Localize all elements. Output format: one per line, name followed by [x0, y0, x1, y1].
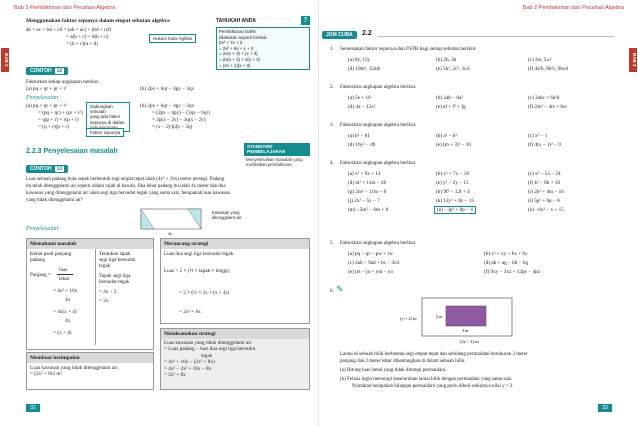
q2-item: (b) 2ab − 8a²: [436, 95, 463, 101]
room-side: (y + 2) m: [400, 316, 417, 321]
memahami-line: Panjang =: [30, 272, 51, 278]
header-left: Bab 2 Pemfaktoran dan Pecahan Algebra: [14, 5, 116, 11]
q3-item: (a) b² − 81: [348, 133, 370, 139]
q6-part-a: (a) Hitung luas lantai yang tidak ditutupi permaidani.: [340, 368, 447, 373]
q4-text: Faktorkan ungkapan algebra berikut.: [340, 160, 417, 166]
merancang-title: Merancang strategi: [161, 239, 309, 249]
tahukah-line: = 2x(x + 3) + (x + 3): [219, 51, 258, 57]
q2-item: (e) ef + f² + fg: [436, 104, 466, 110]
memahami-line: = 4x² + 16x: [53, 288, 78, 294]
tahukah-line: Pemfaktoran boleh: [219, 29, 256, 34]
sol-b-line: = (2px − 4py) − (3qx − 6qr): [152, 110, 210, 116]
memahami-title: Memahami masalah: [27, 239, 153, 249]
penyelesaian-2-label: Penyelesaian:: [26, 226, 60, 232]
merancang-line: Luas = 2 × (½ × tapak × tinggi): [164, 268, 230, 274]
q3-item: (c) x² − 1: [528, 133, 548, 139]
q4-item: (j) 2x² − 5x − 7: [348, 198, 380, 204]
q2-item: (f) 24r² − 4rs + 6rs: [528, 104, 567, 110]
q5-item: (d) ab + ag − bh − hg: [484, 260, 529, 266]
merancang-panel: [160, 238, 310, 324]
problem-line: yang tidak ditenggelami air?: [26, 198, 84, 203]
tahukah-line: = 2x² + 6x + x + 3: [219, 45, 254, 51]
problem-line: itu telah ditenggelami air seperti dalam rajah di bawah. Jika lebar padang itu ialah 4x meter dan dua: [26, 184, 226, 189]
q1-item: (a) 8y, 12y: [348, 57, 371, 63]
memahami-right: bersudut tegak: [99, 279, 130, 285]
page-number-left: 32: [26, 404, 40, 412]
problem-line: kawasan yang ditenggelami air ialah segi tiga bersudut tegak yang sama saiz, berapakah luas kawasan: [26, 191, 230, 196]
q4-item: (f) k² − 8k + 16: [528, 180, 561, 186]
membuat-title: Membuat kesimpulan: [27, 353, 153, 363]
q6-line: panjang dan 2 meter lebar dibentangkan di dalam sebuah bilik.: [340, 359, 466, 364]
melaksanakan-line: = 4x² + 16x − (2x² + 8x): [164, 359, 215, 366]
memahami-right: segi tiga bersudut: [99, 257, 136, 263]
membuat-line: = (2x² + 8x) m²: [30, 371, 63, 378]
memahami-line: 4x: [65, 318, 71, 324]
q4-item: (g) 2m² − 11m − 6: [348, 189, 387, 195]
memahami-right: tegak: [99, 263, 111, 269]
memahami-right: Tapak segi tiga: [99, 273, 131, 279]
q1-item: (e) 5h², 2c², 3cd: [436, 66, 469, 72]
tahukah-line: = (2x + 1)(x + 3): [219, 62, 251, 68]
contoh-12-badge: CONTOH 12: [26, 67, 68, 75]
melaksanakan-line: = 4x² − 2x² + 16x − 8x: [164, 365, 212, 372]
q3-item: (d) 16y² − 49: [348, 142, 376, 148]
q4-item: (i) 2n² + 4m − 16: [528, 189, 564, 195]
room-bottom: (2y − 1) m: [460, 339, 479, 344]
header-right: Bab 2 Pemfaktoran dan Pecahan Algebra: [522, 5, 624, 11]
q3-num: 3.: [330, 122, 334, 128]
melaksanakan-line: = 2x² + 8x: [164, 372, 186, 379]
question-a: (a) pq + qr + pr + r²: [26, 86, 67, 92]
q2-text: Faktorkan ungkapan algebra berikut.: [340, 84, 417, 90]
page-gutter: [318, 0, 319, 426]
q4-item: (l) 5p² + 6p − 8: [528, 198, 560, 204]
q1-item: (b) 2h, 3h: [436, 57, 457, 63]
q4-item: (a) x² + 9x + 14: [348, 171, 381, 177]
q4-item: (b) x² + 7x − 18: [436, 171, 469, 177]
melaksanakan-title: Melaksanakan strategi: [161, 329, 309, 339]
contoh-13-badge: CONTOH 13: [26, 165, 68, 173]
q4-item: (o) −6x² − x + 15: [528, 207, 564, 213]
problem-line: Luas sebuah padang bola sepak berbentuk segi empat tepat ialah (4x² + 16x) meter persegi. Padang: [26, 177, 225, 182]
q2-num: 2.: [330, 84, 334, 90]
membuat-panel: [26, 352, 154, 390]
page-number-right: 33: [598, 404, 612, 412]
memahami-line: = (x + 4): [53, 330, 72, 336]
memahami-line: = 4x(x + 4): [53, 309, 77, 315]
q4-num: 4.: [330, 160, 334, 166]
q1-text: Semenakan faktor sepunya dan FSTB bagi setiap sebutan berikut.: [340, 46, 477, 52]
tahukah-line: 2x² + 7x + 3: [219, 40, 243, 46]
memahami-right: = 4x ÷ 2: [99, 289, 117, 295]
q3-item: (f) 4(x − 1)² − 9: [528, 142, 561, 148]
memahami-right: = 2x: [99, 298, 109, 304]
q4-item: (k) 12y² + 8y − 15: [436, 198, 475, 204]
q3-text: Faktorkan ungkapan algebra berikut.: [340, 122, 417, 128]
q1-item: (f) 4a²b, 8b²c, 6bcd: [528, 66, 568, 72]
hukum-callout: Hukum Kalis Agihan: [149, 34, 196, 43]
q4-item: (h) 9f² − 12f + 4: [436, 189, 470, 195]
q5-item: (c) 3ab − 9ad + bc − 3cd: [348, 260, 399, 266]
room-figure: [400, 296, 520, 346]
q5-item: (b) x² + xy + 6x + 6y: [484, 251, 528, 257]
thinking-icon: ✎: [336, 284, 344, 294]
sol-a-line: = (pq + qr) + (pr + r²): [38, 110, 83, 116]
tahukah-box: [216, 18, 310, 70]
chapter-tab-right: BAB 2: [629, 48, 637, 72]
memahami-line: 4x: [65, 297, 71, 303]
q5-text: Faktorkan ungkapan algebra berikut.: [340, 240, 417, 246]
example-line-2: = a(b + c) + d(b + c): [66, 34, 109, 40]
standard-box: STANDARD PEMBELAJARAN Menyelesaikan masalah yang melibatkan pemfaktoran.: [244, 143, 310, 168]
q6-line: Lantai di sebuah bilik berbentuk segi empat tepat dan sebidang permaidani berukuran 3 meter: [340, 352, 528, 357]
question-icon: ?: [301, 16, 310, 25]
memahami-line: lebar: [59, 276, 70, 282]
membuat-line: Luas kawasan yang tidak ditenggelami air: [30, 365, 118, 371]
q5-num: 5.: [330, 240, 334, 246]
gabungkan-callout: Gabungkan sebutan yang ada faktor sepunya di dalam: [86, 102, 130, 132]
tahukah-line: = 2x(x + 3) + 1(x + 3): [219, 56, 260, 62]
left-heading: Menggunakan faktor sepunya dalam empat sebutan algebra: [26, 18, 170, 24]
merancang-line: Luas dua segi tiga bersudut tegak: [164, 251, 234, 257]
q5-item: (a) pq − qr − pw + rw: [348, 251, 393, 257]
q3-item: (b) a² − b²: [436, 133, 457, 139]
q1-num: 1.: [330, 46, 334, 52]
fig-label: Kawasan yang ditenggelami air: [212, 210, 242, 220]
q1-item: (c) 3w, 5w²: [528, 57, 552, 63]
q3-item: (e) (m + 3)² − 16: [436, 142, 471, 148]
memahami-line: luas: [59, 267, 68, 273]
q5-item: (e) jm − jn + ym − yn: [348, 269, 393, 275]
jom-cuba-banner: [322, 30, 614, 41]
q2-item: (c) 3abc + 6a²b: [528, 95, 560, 101]
q2-item: (a) 5e + 10: [348, 95, 371, 101]
sol-b-line: = 2p(x − 2y) − 3q(x − 2y): [152, 117, 206, 123]
q5-item: (f) 9xy − 3xz + 12py − 4pz: [484, 269, 541, 275]
jom-cuba-badge: JOM CUBA: [322, 31, 357, 39]
faktor-sepunya-callout: Faktor sepunya: [86, 128, 124, 137]
question-b: (b) 2px + 6qr − 4py − 3qx: [140, 86, 195, 92]
q4-item-highlighted: (n) −3p² + 8p − 4: [434, 206, 476, 214]
factorize-instruction: Faktorkan setiap ungkapan berikut.: [26, 79, 100, 85]
jom-cuba-number: 2.2: [362, 30, 372, 37]
sol-b-line: = (x − 2y)(2p − 3q): [152, 124, 193, 130]
q4-item: (e) y² − 2y − 15: [436, 180, 469, 186]
penyelesaian-label: Penyelesaian:: [26, 95, 60, 101]
q4-item: (c) x² − 5x − 24: [528, 171, 561, 177]
q1-item: (d) 10m², 15mk: [348, 66, 381, 72]
memahami-panel: [26, 238, 154, 350]
field-figure: [140, 208, 202, 236]
memahami-line: padang: [30, 257, 45, 263]
rug-height: 2 m: [436, 314, 443, 319]
q2-item: (d) 4x − 12x²: [348, 104, 376, 110]
merancang-line: = 2 × (½ × 2x × (x + 4)): [179, 290, 230, 296]
sol-a-line: = q(p + r) + r(p + r): [38, 117, 79, 123]
sol-a-line: = (q + r)(p + r): [38, 124, 69, 130]
memahami-line: Kenal pasti panjang: [30, 251, 72, 257]
q4-item: (m) −5m² − 6m + 8: [348, 207, 389, 213]
melaksanakan-line: tegak: [201, 352, 213, 359]
melaksanakan-line: Luas kawasan yang tidak ditenggelami air: [164, 340, 252, 346]
melaksanakan-line: = Luas padang − luas dua segi tiga bersudut: [164, 346, 256, 353]
tahukah-line: dilakukan seperti berikut.: [219, 34, 268, 40]
q6-part-b: (b) Felisia ingin menutupi keseluruhan lantai bilik dengan permaidani yang sama saiz.: [340, 377, 513, 382]
example-line-1: ab + ac + bd + cd = (ab + ac) + (bd + cd): [26, 27, 111, 33]
q6-part-b: Nyatakan berapakah bilangan permaidani yang perlu dibeli sekiranya nilai y = 2.: [352, 384, 514, 389]
memahami-right: Tentukan tapak: [99, 251, 131, 257]
sol-b-line: (b) 2px + 6qr − 4py − 3qx: [140, 103, 195, 109]
merancang-line: = 2x² + 8x: [179, 309, 201, 315]
chapter-tab-left: BAB 2: [1, 48, 9, 72]
melaksanakan-panel: [160, 328, 310, 390]
q6-num: 6.: [330, 288, 334, 294]
rug-width: 3 m: [462, 328, 469, 333]
section-title: 2.2.3 Penyelesaian masalah: [26, 148, 118, 155]
fig-dim: 4x: [168, 231, 172, 236]
example-line-3: = (b + c)(a + d): [66, 41, 98, 47]
tahukah-title: TAHUKAH ANDA: [216, 18, 256, 24]
sol-a-line: (a) pq + qr + pr + r²: [26, 103, 67, 109]
q4-item: (d) m² + 11m − 26: [348, 180, 387, 186]
